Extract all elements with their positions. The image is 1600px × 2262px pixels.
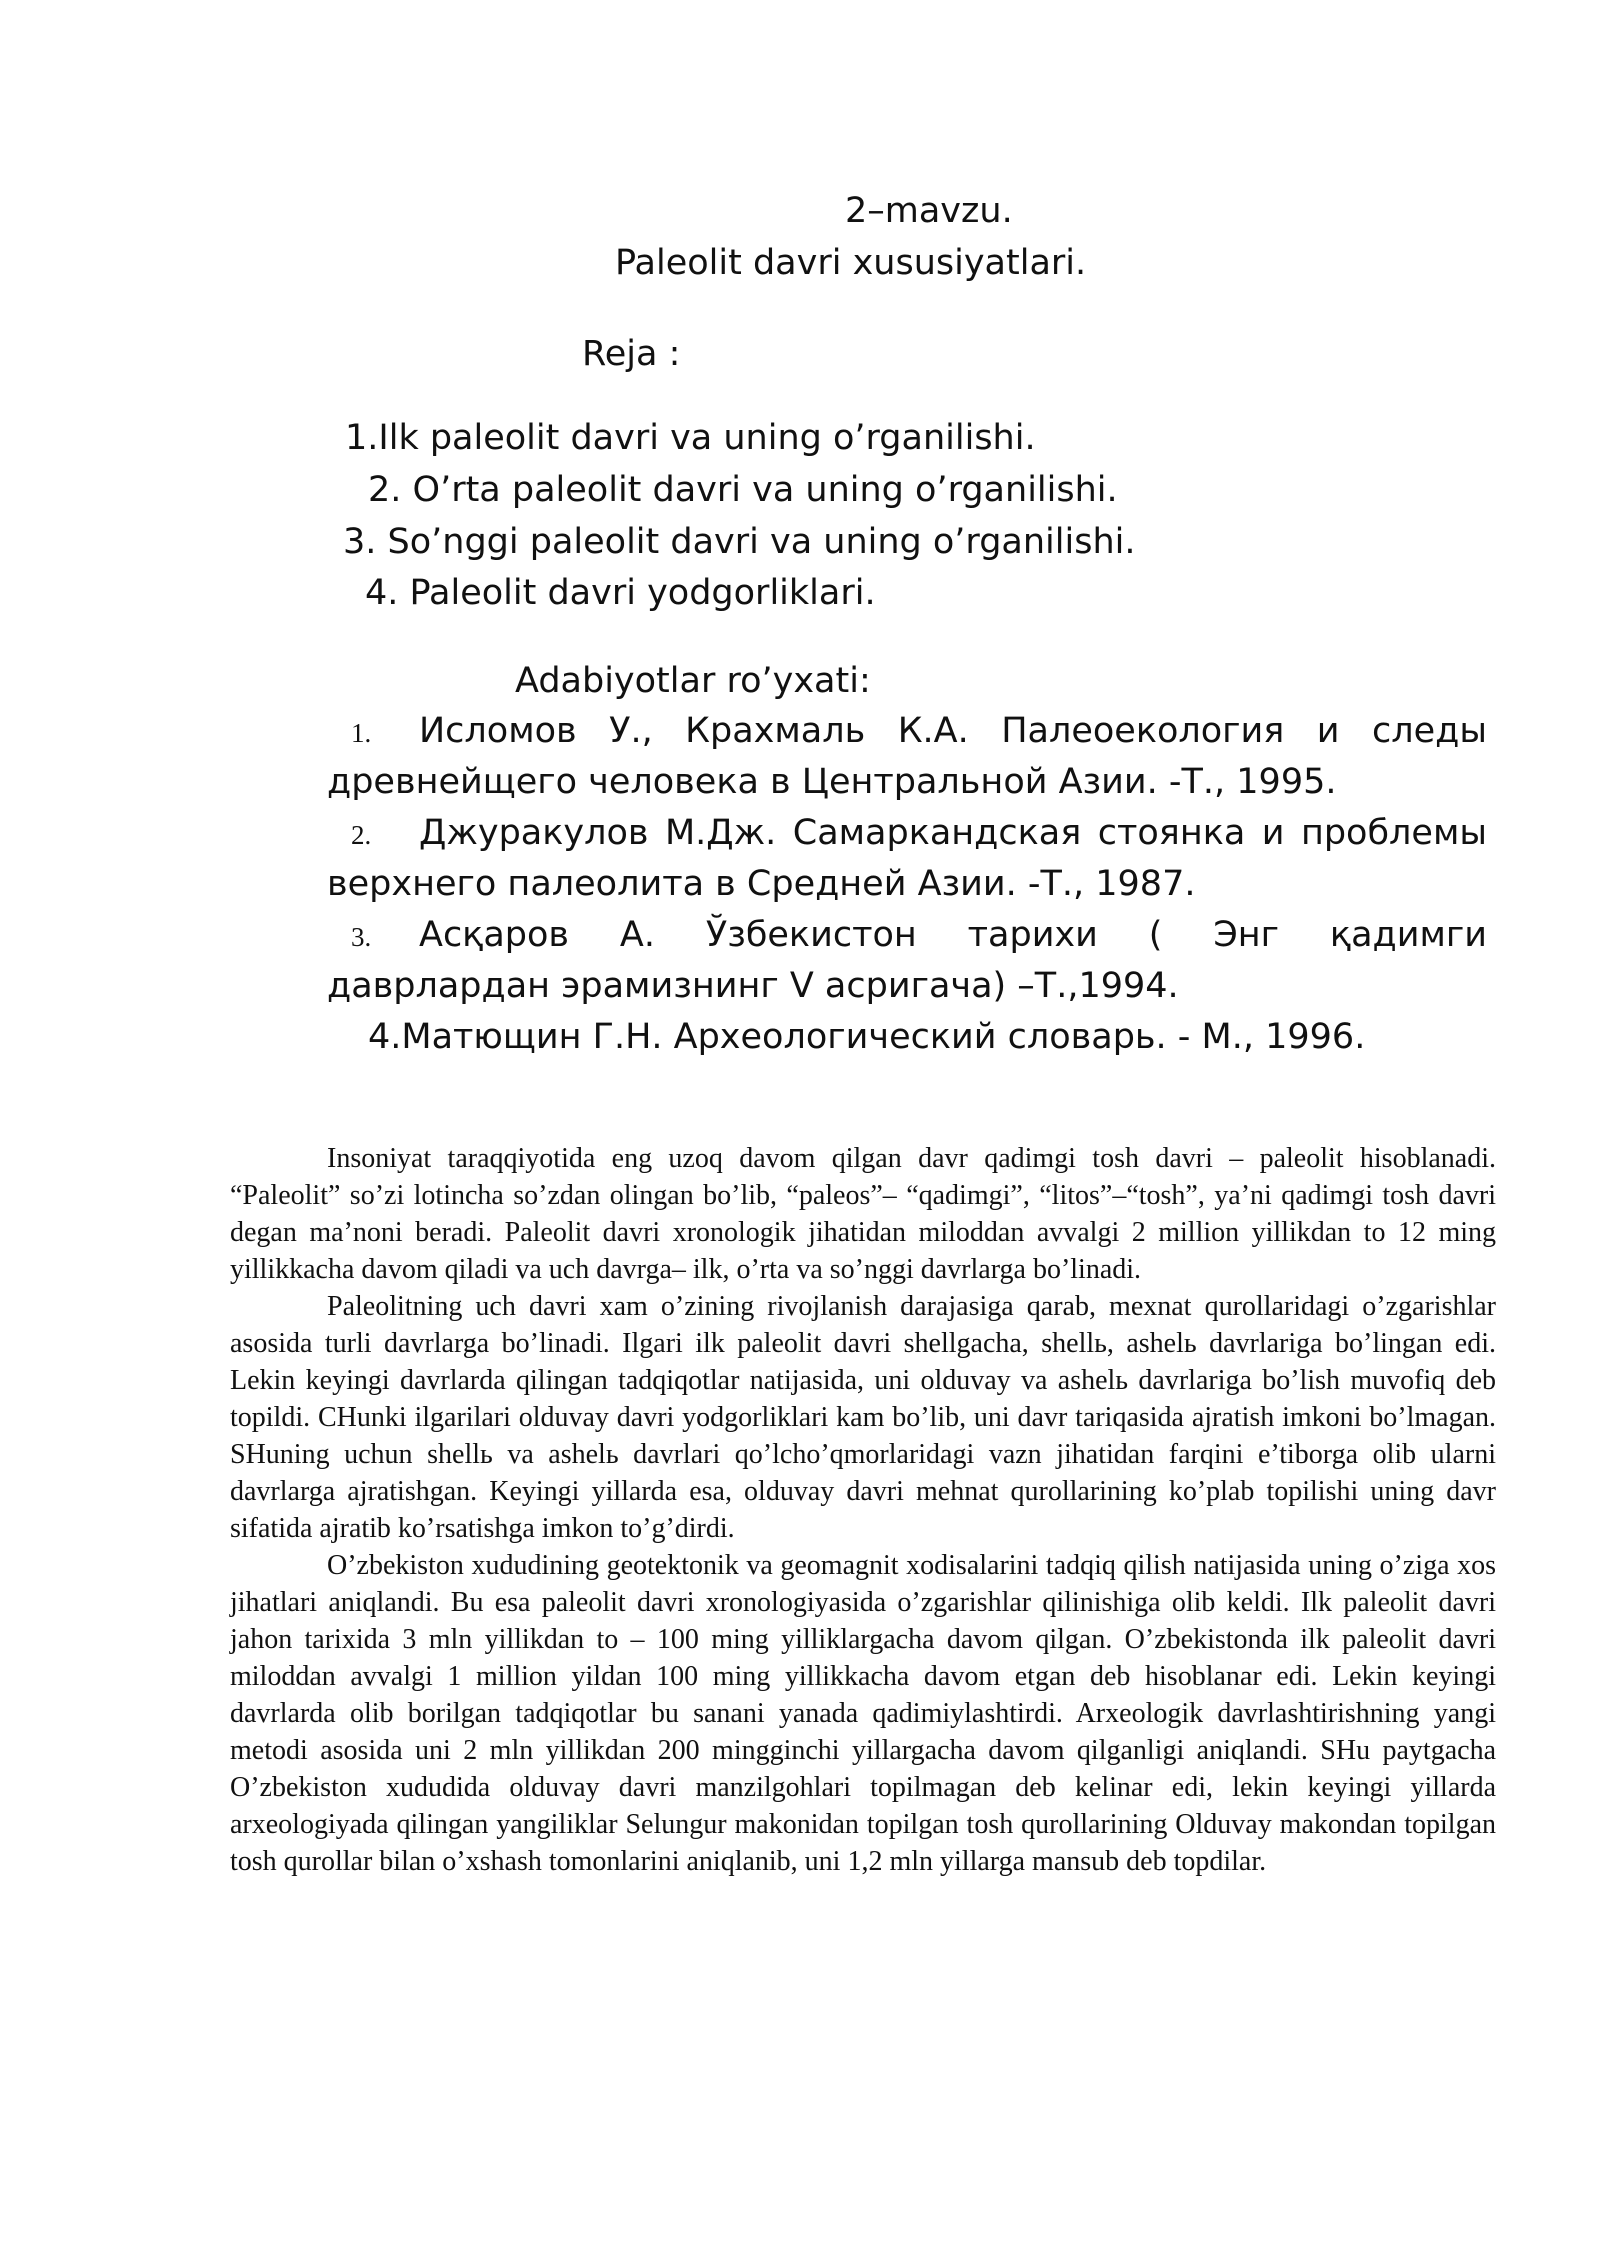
reference-text: верхнего палеолита в Средней Азии. -Т., 1987. xyxy=(327,864,1196,904)
paragraph: Paleolitning uch davri xam o’zining rivojlanish darajasiga qarab, mexnat qurollaridagi o’zgarishlar asosida turli davrlarga bo’linadi. Ilgari ilk paleolit davri shellgacha, shellь, ashelь davrlariga bo’lingan edi. Lekin keyingi davrlarda qilingan tadqiqotlar natijasida, uni olduvay va ashelь davrlariga bo’lish muvofiq deb topildi. CHunki ilgarilari olduvay davri yodgorliklari kam bo’lib, uni davr tariqasida ajratish imkoni bo’lmagan. SHuning uchun shellь va ashelь davrlari qo’lcho’qmorlaridagi vazn jihatidan farqini e’tiborga olib ularni davrlarga ajratishgan. Keyingi yillarda esa, olduvay davri mehnat qurollarining ko’plab topilishi uning davr sifatida ajratib ko’rsatishga imkon to’g’dirdi. xyxy=(230,1291,1496,1544)
reference-item xyxy=(327,910,1487,1012)
reference-item xyxy=(327,808,1487,910)
reference-text: Асқаров А. Ўзбекистон тарихи ( Энг қадимги xyxy=(419,915,1487,955)
plan-heading: Reja : xyxy=(582,334,681,374)
reference-number: 3. xyxy=(351,922,372,952)
reference-text: Джуракулов М.Дж. Самаркандская стоянка и проблемы xyxy=(419,813,1487,853)
reference-text: Исломов У., Крахмаль К.А. Палеоекология и следы xyxy=(419,711,1487,751)
references-heading: Adabiyotlar ro’yxati: xyxy=(515,661,871,701)
reference-item xyxy=(327,706,1487,808)
reference-text: даврлардан эрамизнинг V асригача) –Т.,1994. xyxy=(327,966,1179,1006)
page-title: Paleolit davri xususiyatlari. xyxy=(615,243,1087,283)
body-text xyxy=(230,1140,1496,1880)
plan-item: 4. Paleolit davri yodgorliklari. xyxy=(365,573,876,613)
plan-item: 3. So’nggi paleolit davri va uning o’rganilishi. xyxy=(343,522,1136,562)
paragraph: Insoniyat taraqqiyotida eng uzoq davom qilgan davr qadimgi tosh davri – paleolit hisoblanadi. “Paleolit” so’zi lotincha so’zdan olingan bo’lib, “paleos”– “qadimgi”, “litos”–“tosh”, ya’ni qadimgi tosh davri degan ma’noni beradi. Paleolit davri xronologik jihatidan miloddan avvalgi 2 million yillikdan to 12 ming yillikkacha davom qiladi va uch davrga– ilk, o’rta va so’nggi davrlarga bo’linadi. xyxy=(230,1143,1496,1285)
reference-text: древнейщего человека в Центральной Азии. -Т., 1995. xyxy=(327,762,1337,802)
topic-number: 2–mavzu. xyxy=(845,191,1013,231)
plan-item: 1.Ilk paleolit davri va uning o’rganilishi. xyxy=(345,418,1036,458)
reference-item: 4.Матющин Г.Н. Археологический словарь. - М., 1996. xyxy=(368,1017,1366,1057)
reference-number: 1. xyxy=(351,718,372,748)
plan-item: 2. O’rta paleolit davri va uning o’rganilishi. xyxy=(368,470,1118,510)
paragraph: O’zbekiston xududining geotektonik va geomagnit xodisalarini tadqiq qilish natijasida uning o’ziga xos jihatlari aniqlandi. Bu esa paleolit davri xronologiyasida o’zgarishlar qilinishiga olib keldi. Ilk paleolit davri jahon tarixida 3 mln yillikdan to – 100 ming yilliklargacha davom qilgan. O’zbekistonda ilk paleolit davri miloddan avvalgi 1 million yildan 100 ming yillikkacha davom etgan deb hisoblanar edi. Lekin keyingi davrlarda olib borilgan tadqiqotlar bu sanani yanada qadimiylashtirdi. Arxeologik davrlashtirishning yangi metodi asosida uni 2 mln yillikdan 200 mingginchi yillargacha davom qilganligi aniqlandi. SHu paytgacha O’zbekiston xududida olduvay davri manzilgohlari topilmagan deb kelinar edi, lekin keyingi yillarda arxeologiyada qilingan yangiliklar Selungur makonidan topilgan tosh qurollarining Olduvay makondan topilgan tosh qurollar bilan o’xshash tomonlarini aniqlanib, uni 1,2 mln yillarga mansub deb topdilar. xyxy=(230,1550,1496,1877)
reference-number: 2. xyxy=(351,820,372,850)
